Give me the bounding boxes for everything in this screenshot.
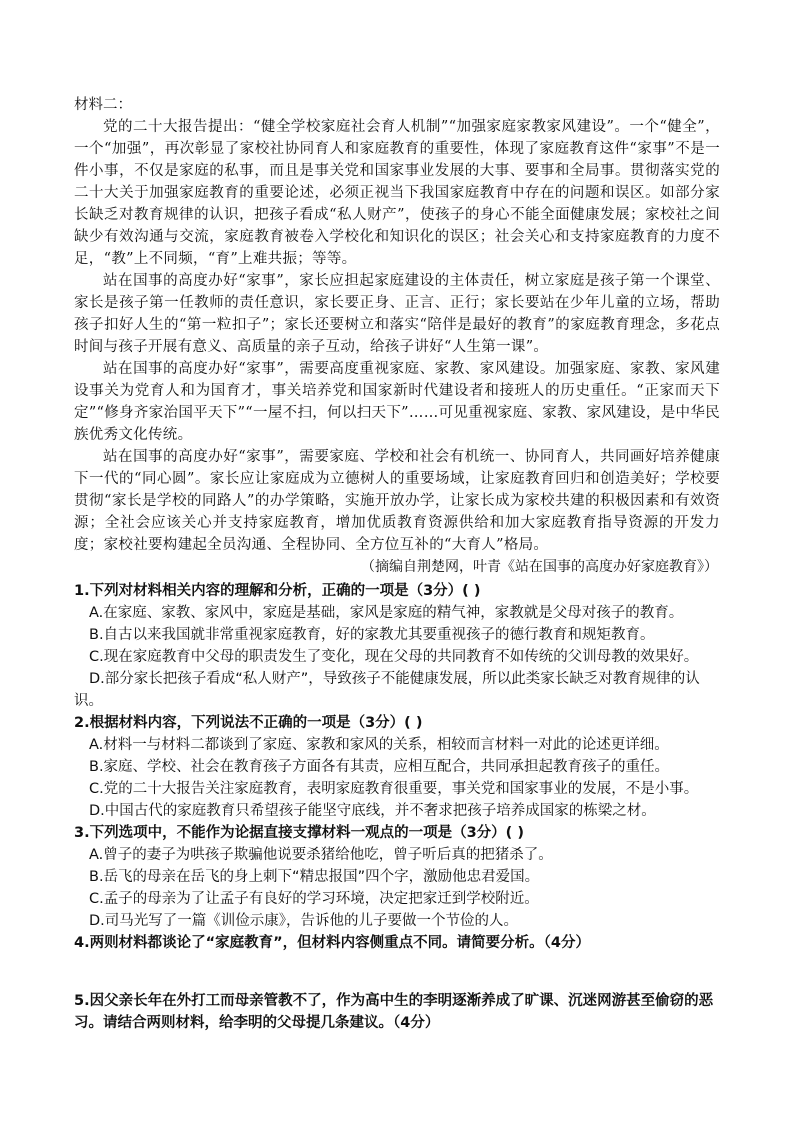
question-1-option-b: B.自古以来我国就非常重视家庭教育，好的家教尤其要重视孩子的德行教育和规矩教育。 — [89, 627, 655, 643]
material-paragraph-4: 站在国事的高度办好“家事”，需要家庭、学校和社会有机统一、协同育人，共同画好培养健康下一代的“同心圆”。家长应让家庭成为立德树人的重要场域，让家庭教育回归和创造美好；学校要贯彻“家长是学校的同路人”的办学策略，实施开放办学，让家长成为家校共建的积极因素和有效资源；全社会应该关心并支持家庭教育，增加优质教育资源供给和加大家庭教育指导资源的开发力度；家校社要构建起全员沟通、全程协同、全方位互补的“大育人”格局。 — [74, 449, 720, 553]
material-title: 材料二： — [74, 97, 132, 113]
question-2-option-c: C.党的二十大报告关注家庭教育，表明家庭教育很重要，事关党和国家事业的发展，不是小事。 — [89, 781, 699, 797]
question-5-stem: 5.因父亲长年在外打工而母亲管教不了，作为高中生的李明逐渐养成了旷课、沉迷网游甚至偷窃的恶习。请结合两则材料，给李明的父母提几条建议。（4分） — [74, 993, 714, 1031]
question-2-stem: 2.根据材料内容，下列说法不正确的一项是（3分）( ) — [74, 715, 423, 731]
question-3-option-d: D.司马光写了一篇《训俭示康》，告诉他的儿子要做一个节俭的人。 — [89, 913, 519, 929]
question-2-option-b: B.家庭、学校、社会在教育孩子方面各有其责，应相互配合，共同承担起教育孩子的重任。 — [89, 759, 670, 775]
question-3-option-c: C.孟子的母亲为了让孟子有良好的学习环境，决定把家迁到学校附近。 — [89, 891, 539, 907]
question-1-stem: 1.下列对材料相关内容的理解和分析，正确的一项是（3分）( ) — [74, 583, 481, 599]
answer-space — [74, 954, 720, 990]
question-1-option-a: A.在家庭、家教、家风中，家庭是基础，家风是家庭的精气神，家教就是父母对孩子的教育。 — [89, 605, 684, 621]
question-1-option-c: C.现在家庭教育中父母的职责发生了变化，现在父母的共同教育不如传统的父训母教的效果好。 — [89, 649, 699, 665]
material-paragraph-1: 党的二十大报告提出：“健全学校家庭社会育人机制”“加强家庭家教家风建设”。一个“健全”，一个“加强”，再次彰显了家校社协同育人和家庭教育的重要性，体现了家庭教育这件“家事”不是一件小事，不仅是家庭的私事，而且是事关党和国家事业发展的大事、要事和全局事。贯彻落实党的二十大关于加强家庭教育的重要论述，必须正视当下我国家庭教育中存在的问题和误区。如部分家长缺乏对教育规律的认识，把孩子看成“私人财产”，使孩子的身心不能全面健康发展；家校社之间缺少有效沟通与交流，家庭教育被卷入学校化和知识化的误区；社会关心和支持家庭教育的力度不足，“教”上不同频，“育”上难共振；等等。 — [74, 119, 720, 267]
question-4-stem: 4.两则材料都谈论了“家庭教育”，但材料内容侧重点不同。请简要分析。（4分） — [74, 935, 590, 951]
question-2-option-d: D.中国古代的家庭教育只希望孩子能坚守底线，并不奢求把孩子培养成国家的栋梁之材。 — [89, 803, 656, 819]
material-source: （摘编自荆楚网，叶青《站在国事的高度办好家庭教育》） — [361, 559, 718, 575]
material-paragraph-3: 站在国事的高度办好“家事”，需要高度重视家庭、家教、家风建设。加强家庭、家教、家风建设事关为党育人和为国育才，事关培养党和国家新时代建设者和接班人的历史重任。“正家而天下定”“修身齐家治国平天下”“一屋不扫，何以扫天下”……可见重视家庭、家教、家风建设，是中华民族优秀文化传统。 — [74, 361, 720, 443]
question-3-stem: 3.下列选项中，不能作为论据直接支撑材料一观点的一项是（3分）( ) — [74, 825, 524, 841]
question-2-option-a: A.材料一与材料二都谈到了家庭、家教和家风的关系，相较而言材料一对此的论述更详细。 — [89, 737, 669, 753]
question-1-option-d: D.部分家长把孩子看成“私人财产”，导致孩子不能健康发展，所以此类家长缺乏对教育规律的认识。 — [74, 671, 700, 709]
question-3-option-a: A.曾子的妻子为哄孩子欺骗他说要杀猪给他吃，曾子听后真的把猪杀了。 — [89, 847, 553, 863]
question-3-option-b: B.岳飞的母亲在岳飞的身上刺下“精忠报国”四个字，激励他忠君爱国。 — [89, 869, 540, 885]
material-paragraph-2: 站在国事的高度办好“家事”，家长应担起家庭建设的主体责任，树立家庭是孩子第一个课堂、家长是孩子第一任教师的责任意识，家长要正身、正言、正行；家长要站在少年儿童的立场，帮助孩子扣好人生的“第一粒扣子”；家长还要树立和落实“陪伴是最好的教育”的家庭教育理念，多花点时间与孩子开展有意义、高质量的亲子互动，给孩子讲好“人生第一课”。 — [74, 273, 720, 355]
